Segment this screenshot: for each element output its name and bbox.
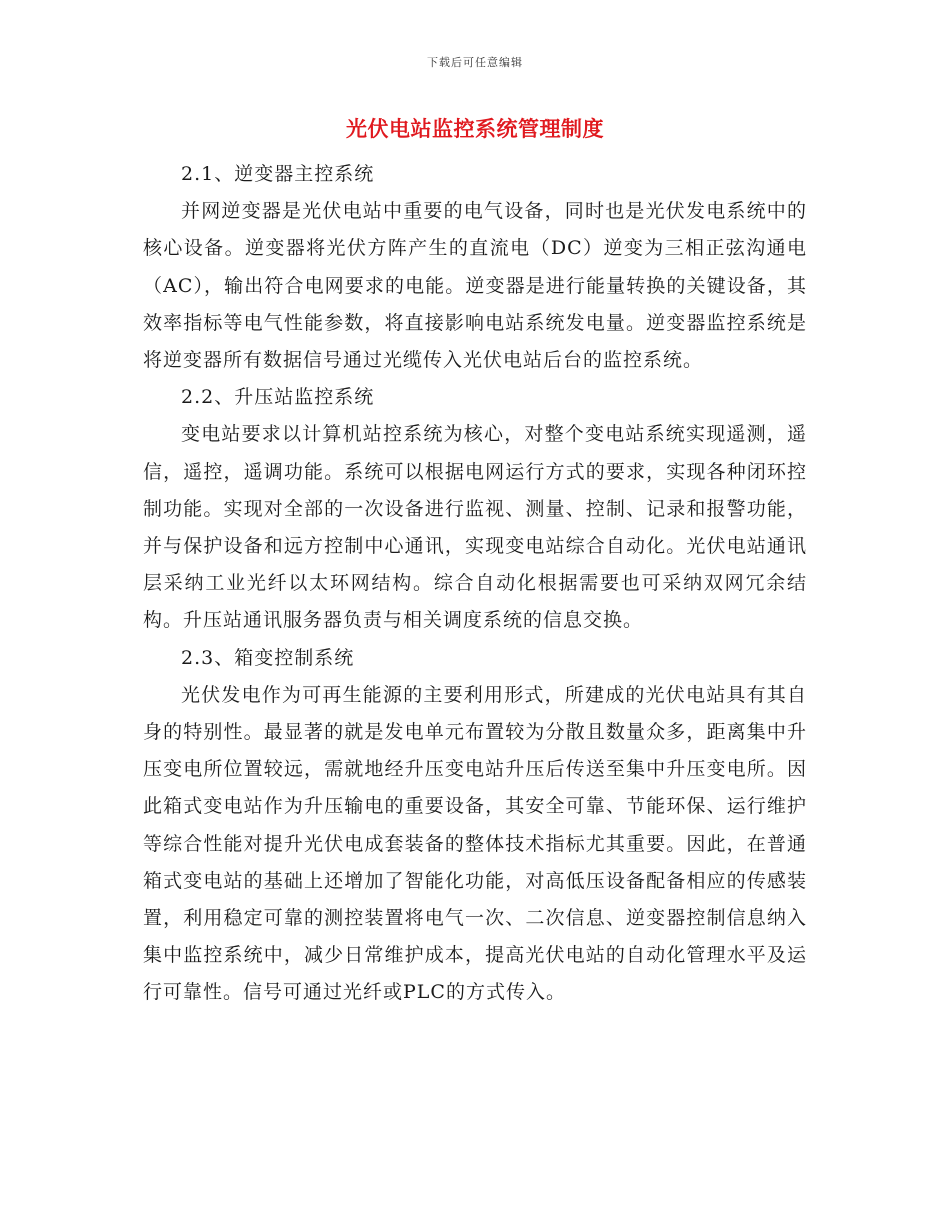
section-heading-2-2: 2.2、升压站监控系统 [181,386,375,409]
section-heading-2-1: 2.1、逆变器主控系统 [181,163,375,185]
document-body [143,156,807,1012]
section-heading-2-3: 2.3、箱变控制系统 [181,646,355,669]
document-title: 光伏电站监控系统管理制度 [346,116,604,141]
body-paragraph-box-transformer: 光伏发电作为可再生能源的主要利用形式，所建成的光伏电站具有其自身的特别性。最显著的就是发电单元布置较为分散且数量众多，距离集中升压变电所位置较远，需就地经升压变电站升压后传送至集中升压变电所。因此箱式变电站作为升压输电的重要设备，其安全可靠、节能环保、运行维护等综合性能对提升光伏电成套装备的整体技术指标尤其重要。因此，在普通箱式变电站的基础上还增加了智能化功能，对高低压设备配备相应的传感装置，利用稳定可靠的测控装置将电气一次、二次信息、逆变器控制信息纳入集中监控系统中，减少日常维护成本，提高光伏电站的自动化管理水平及运行可靠性。信号可通过光纤或PLC的方式传入。 [143,683,807,1004]
page-header-note: 下载后可任意编辑 [427,56,523,69]
body-paragraph-inverter: 并网逆变器是光伏电站中重要的电气设备，同时也是光伏发电系统中的核心设备。逆变器将光伏方阵产生的直流电（DC）逆变为三相正弦沟通电（AC），输出符合电网要求的电能。逆变器是进行能量转换的关键设备，其效率指标等电气性能参数，将直接影响电站系统发电量。逆变器监控系统是将逆变器所有数据信号通过光缆传入光伏电站后台的监控系统。 [143,200,807,372]
body-paragraph-substation: 变电站要求以计算机站控系统为核心，对整个变电站系统实现遥测，遥信，遥控，遥调功能。系统可以根据电网运行方式的要求，实现各种闭环控制功能。实现对全部的一次设备进行监视、测量、控制、记录和报警功能，并与保护设备和远方控制中心通讯，实现变电站综合自动化。光伏电站通讯层采纳工业光纤以太环网结构。综合自动化根据需要也可采纳双网冗余结构。升压站通讯服务器负责与相关调度系统的信息交换。 [143,423,807,632]
